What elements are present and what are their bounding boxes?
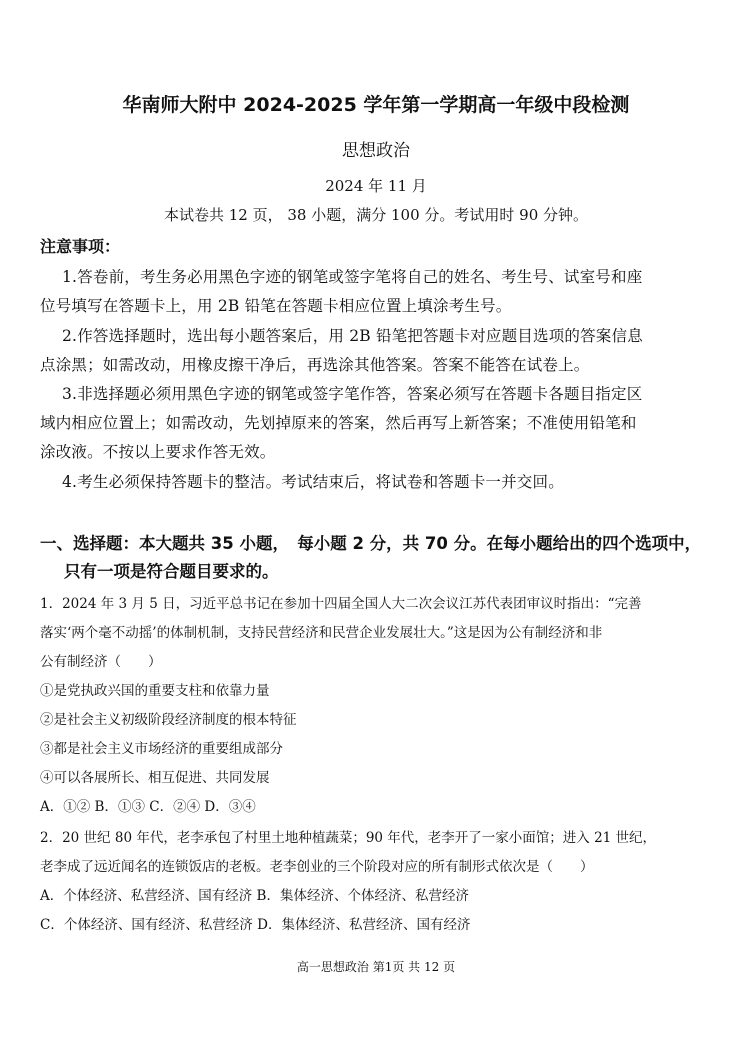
- question-1-item: ③都是社会主义市场经济的重要组成部分: [40, 741, 283, 757]
- notice-line: 4.考生必须保持答题卡的整洁。考试结束后，将试卷和答题卡一并交回。: [62, 473, 564, 491]
- notice-heading: 注意事项：: [40, 237, 121, 256]
- exam-summary: 本试卷共 12 页， 38 小题，满分 100 分。考试用时 90 分钟。: [163, 206, 589, 224]
- notice-line: 域内相应位置上；如需改动，先划掉原来的答案，然后再写上新答案；不准使用铅笔和: [40, 414, 637, 432]
- section-heading: 一、选择题：本大题共 35 小题， 每小题 2 分，共 70 分。在每小题给出的四个选项中，: [40, 534, 702, 553]
- notice-line: 涂改液。不按以上要求作答无效。: [40, 443, 276, 461]
- notice-line: 位号填写在答题卡上，用 2B 铅笔在答题卡相应位置上填涂考生号。: [40, 297, 512, 315]
- question-1-options: A．①② B．①③ C．②④ D．③④: [40, 799, 256, 815]
- notice-line: 3.非选择题必须用黑色字迹的钢笔或签字笔作答，答案必须写在答题卡各题目指定区: [62, 385, 643, 403]
- notice-line: 点涂黑；如需改动，用橡皮擦干净后，再选涂其他答案。答案不能答在试卷上。: [40, 356, 590, 374]
- question-1-item: ②是社会主义初级阶段经济制度的根本特征: [40, 712, 297, 728]
- question-2-options: C．个体经济、国有经济、私营经济 D．集体经济、私营经济、国有经济: [40, 917, 471, 933]
- question-2-stem: 2．20 世纪 80 年代，老李承包了村里土地种植蔬菜；90 年代，老李开了一家小面馆；进入 21 世纪，: [40, 830, 657, 846]
- question-2-options: A．个体经济、私营经济、国有经济 B．集体经济、个体经济、私营经济: [40, 888, 469, 904]
- section-heading-cont: 只有一项是符合题目要求的。: [64, 562, 279, 581]
- exam-subject: 思想政治: [342, 141, 410, 161]
- notice-line: 1.答卷前，考生务必用黑色字迹的钢笔或签字笔将自己的姓名、考生号、试室号和座: [62, 268, 643, 286]
- page-footer: 高一思想政治 第1页 共 12 页: [296, 960, 456, 974]
- exam-title: 华南师大附中 2024-2025 学年第一学期高一年级中段检测: [122, 94, 630, 116]
- notice-line: 2.作答选择题时，选出每小题答案后，用 2B 铅笔把答题卡对应题目选项的答案信息: [62, 327, 643, 345]
- question-1-stem: 落实‘两个毫不动摇’的体制机制，支持民营经济和民营企业发展壮大。”这是因为公有制经济和非: [40, 625, 603, 641]
- question-1-stem: 1．2024 年 3 月 5 日，习近平总书记在参加十四届全国人大二次会议江苏代表团审议时指出：“完善: [40, 596, 642, 612]
- question-1-item: ①是党执政兴国的重要支柱和依靠力量: [40, 683, 270, 699]
- exam-date: 2024 年 11 月: [325, 177, 427, 195]
- question-1-item: ④可以各展所长、相互促进、共同发展: [40, 770, 270, 786]
- question-2-stem: 老李成了远近闻名的连锁饭店的老板。老李创业的三个阶段对应的所有制形式依次是（ ）: [40, 859, 594, 875]
- question-1-stem: 公有制经济（ ）: [40, 654, 162, 670]
